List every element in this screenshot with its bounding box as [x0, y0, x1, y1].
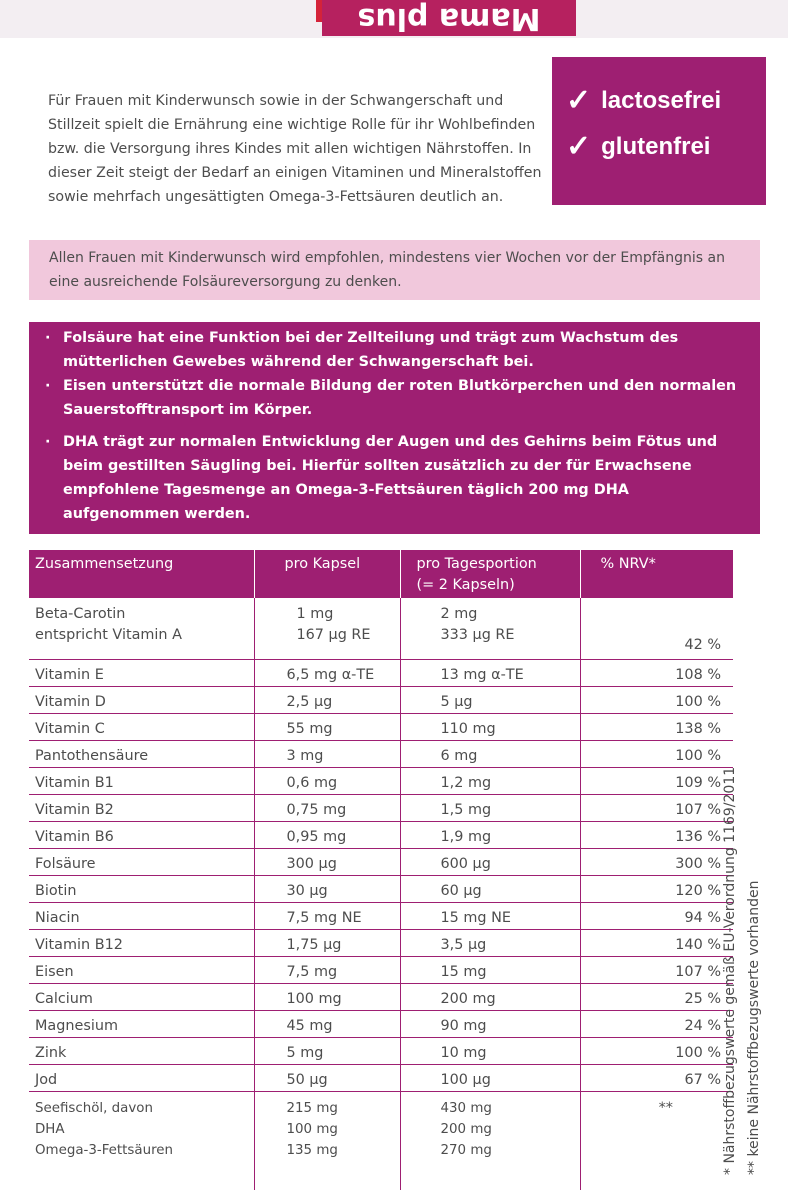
table-row: [29, 687, 733, 714]
bullet-dot: ·: [45, 330, 51, 346]
bullet-item: [45, 430, 745, 526]
table-row: [29, 822, 733, 849]
per-capsule-value: 55 mg: [254, 714, 400, 741]
ingredient-name: Vitamin B1: [29, 768, 254, 795]
per-capsule-value: 2,5 µg: [254, 687, 400, 714]
bullet-text: Eisen unterstützt die normale Bildung der roten Blutkörperchen und den normalen Sauerstofftransport im Körper.: [63, 378, 737, 418]
table-row: [29, 1065, 733, 1092]
table-row: [29, 660, 733, 687]
bullet-text: Folsäure hat eine Funktion bei der Zellteilung und trägt zum Wachstum des mütterlichen Gewebes während der Schwangerschaft bei.: [63, 330, 679, 370]
header-per-day-note: (= 2 Kapseln): [416, 577, 515, 593]
ingredient-name: Magnesium: [29, 1011, 254, 1038]
brand-logo: Mama plus: [322, 0, 576, 36]
nrv-value: 136 %: [580, 822, 733, 849]
per-day-value: 200 mg: [400, 984, 580, 1011]
header-per-day-label: pro Tagesportion: [416, 556, 537, 572]
recommendation-box: [29, 240, 760, 300]
per-day-value: 110 mg: [400, 714, 580, 741]
nrv-value: 120 %: [580, 876, 733, 903]
per-capsule-value: 3 mg: [254, 741, 400, 768]
per-day-value: 100 µg: [400, 1065, 580, 1092]
per-capsule-value: 5 mg: [254, 1038, 400, 1065]
table-row: [29, 876, 733, 903]
per-day-value: 90 mg: [400, 1011, 580, 1038]
per-capsule-value: 6,5 mg α-TE: [254, 660, 400, 687]
bullet-text: DHA trägt zur normalen Entwicklung der Augen und des Gehirns beim Fötus und beim gestillten Säugling bei. Hierfür sollten zusätzlich zu der für Erwachsene empfohlene Tagesmenge an Omega-3-Fettsäuren täglich 200 mg DHA aufgenommen werden.: [63, 434, 718, 522]
nrv-value: 67 %: [580, 1065, 733, 1092]
per-day-value: 10 mg: [400, 1038, 580, 1065]
ingredient-name: Niacin: [29, 903, 254, 930]
table-row: [29, 714, 733, 741]
ingredient-name: Folsäure: [29, 849, 254, 876]
per-day-value: 3,5 µg: [400, 930, 580, 957]
per-capsule-value: 100 mg: [254, 984, 400, 1011]
per-capsule-value: 0,75 mg: [254, 795, 400, 822]
per-capsule-value: 0,6 mg: [254, 768, 400, 795]
per-capsule-value: 300 µg: [254, 849, 400, 876]
table-row: [29, 1038, 733, 1065]
header-per-day: [400, 550, 580, 598]
nrv-value: 107 %: [580, 957, 733, 984]
per-day-value: 2 mg 333 µg RE: [400, 598, 580, 660]
nrv-value: 24 %: [580, 1011, 733, 1038]
claim-label: lactosefrei: [601, 86, 722, 114]
ingredient-name: Vitamin C: [29, 714, 254, 741]
ingredient-name: Calcium: [29, 984, 254, 1011]
per-day-value: 5 µg: [400, 687, 580, 714]
per-day-value: 1,9 mg: [400, 822, 580, 849]
bullet-dot: ·: [45, 434, 51, 450]
ingredient-name: Biotin: [29, 876, 254, 903]
check-icon: ✓: [566, 130, 592, 163]
per-day-value: 600 µg: [400, 849, 580, 876]
nrv-value: 108 %: [580, 660, 733, 687]
nrv-value: 138 %: [580, 714, 733, 741]
ingredient-name: Vitamin B2: [29, 795, 254, 822]
ingredient-name: Pantothensäure: [29, 741, 254, 768]
table-row: [29, 903, 733, 930]
nrv-value: 25 %: [580, 984, 733, 1011]
ingredient-name: Vitamin E: [29, 660, 254, 687]
per-day-value: 1,2 mg: [400, 768, 580, 795]
footnote-nrv: * Nährstoffbezugswerte gemäß EU-Verordnung 1169/2011: [722, 766, 738, 1175]
ingredient-name: Vitamin B6: [29, 822, 254, 849]
per-day-value: 13 mg α-TE: [400, 660, 580, 687]
table-row: [29, 1011, 733, 1038]
per-day-value: 1,5 mg: [400, 795, 580, 822]
header-ingredient: Zusammensetzung: [29, 550, 254, 598]
nrv-value: 100 %: [580, 687, 733, 714]
per-capsule-value: 50 µg: [254, 1065, 400, 1092]
table-row: [29, 957, 733, 984]
nrv-value: 94 %: [580, 903, 733, 930]
claim-lactosefrei: [566, 83, 721, 118]
per-capsule-value: 45 mg: [254, 1011, 400, 1038]
nrv-value: 100 %: [580, 741, 733, 768]
per-day-value: 15 mg NE: [400, 903, 580, 930]
bullet-dot: ·: [45, 378, 51, 394]
bullet-item: [45, 326, 745, 374]
bullet-item: [45, 374, 745, 422]
footnote-none: ** keine Nährstoffbezugswerte vorhanden: [746, 880, 762, 1175]
per-capsule-value: 30 µg: [254, 876, 400, 903]
table-row: [29, 984, 733, 1011]
recommendation-text: Allen Frauen mit Kinderwunsch wird empfohlen, mindestens vier Wochen vor der Empfängnis an eine ausreichende Folsäureversorgung zu denken.: [49, 250, 725, 290]
health-claims-box: [29, 322, 760, 534]
check-icon: ✓: [566, 84, 592, 117]
nrv-value: 300 %: [580, 849, 733, 876]
nrv-value: **: [580, 1092, 733, 1191]
ingredient-name: Vitamin D: [29, 687, 254, 714]
ingredient-name: Zink: [29, 1038, 254, 1065]
table-header-row: [29, 550, 733, 598]
table-row: [29, 768, 733, 795]
ingredient-name: Vitamin B12: [29, 930, 254, 957]
table-row: [29, 795, 733, 822]
nrv-value: 100 %: [580, 1038, 733, 1065]
per-capsule-value: 7,5 mg: [254, 957, 400, 984]
per-day-value: 430 mg 200 mg 270 mg: [400, 1092, 580, 1191]
footnotes: [718, 655, 778, 1175]
claim-glutenfrei: [566, 129, 710, 164]
per-capsule-value: 1,75 µg: [254, 930, 400, 957]
ingredient-name: Seefischöl, davon DHA Omega-3-Fettsäuren: [35, 1101, 174, 1158]
per-capsule-value: 215 mg 100 mg 135 mg: [254, 1092, 400, 1191]
nrv-value: 140 %: [580, 930, 733, 957]
nrv-value: 107 %: [580, 795, 733, 822]
table-row: [29, 1092, 733, 1191]
table-row: [29, 930, 733, 957]
per-day-value: 6 mg: [400, 741, 580, 768]
table-row: [29, 741, 733, 768]
table-row: [29, 849, 733, 876]
nutrition-table: [29, 550, 733, 1190]
ingredient-name: Beta-Carotin entspricht Vitamin A: [29, 598, 254, 660]
header-nrv: % NRV*: [580, 550, 733, 598]
table-row: [29, 598, 733, 660]
intro-text: Für Frauen mit Kinderwunsch sowie in der Schwangerschaft und Stillzeit spielt die Ernährung eine wichtige Rolle für ihr Wohlbefinden bzw. die Versorgung ihres Kindes mit allen wichtigen Nährstoffen. In dieser Zeit steigt der Bedarf an einigen Vitaminen und Mineralstoffen sowie mehrfach ungesättigten Omega-3-Fettsäuren deutlich an.: [48, 93, 542, 205]
per-day-value: 15 mg: [400, 957, 580, 984]
ingredient-name: Jod: [29, 1065, 254, 1092]
claim-label: glutenfrei: [601, 132, 711, 160]
per-capsule-value: 1 mg 167 µg RE: [254, 598, 400, 660]
per-day-value: 60 µg: [400, 876, 580, 903]
claims-box: [552, 57, 766, 205]
per-capsule-value: 7,5 mg NE: [254, 903, 400, 930]
nrv-value: 109 %: [580, 768, 733, 795]
header-per-capsule: pro Kapsel: [254, 550, 400, 598]
ingredient-name: Eisen: [29, 957, 254, 984]
nrv-value: 42 %: [580, 598, 733, 660]
package-top-flap: [0, 0, 788, 38]
per-capsule-value: 0,95 mg: [254, 822, 400, 849]
